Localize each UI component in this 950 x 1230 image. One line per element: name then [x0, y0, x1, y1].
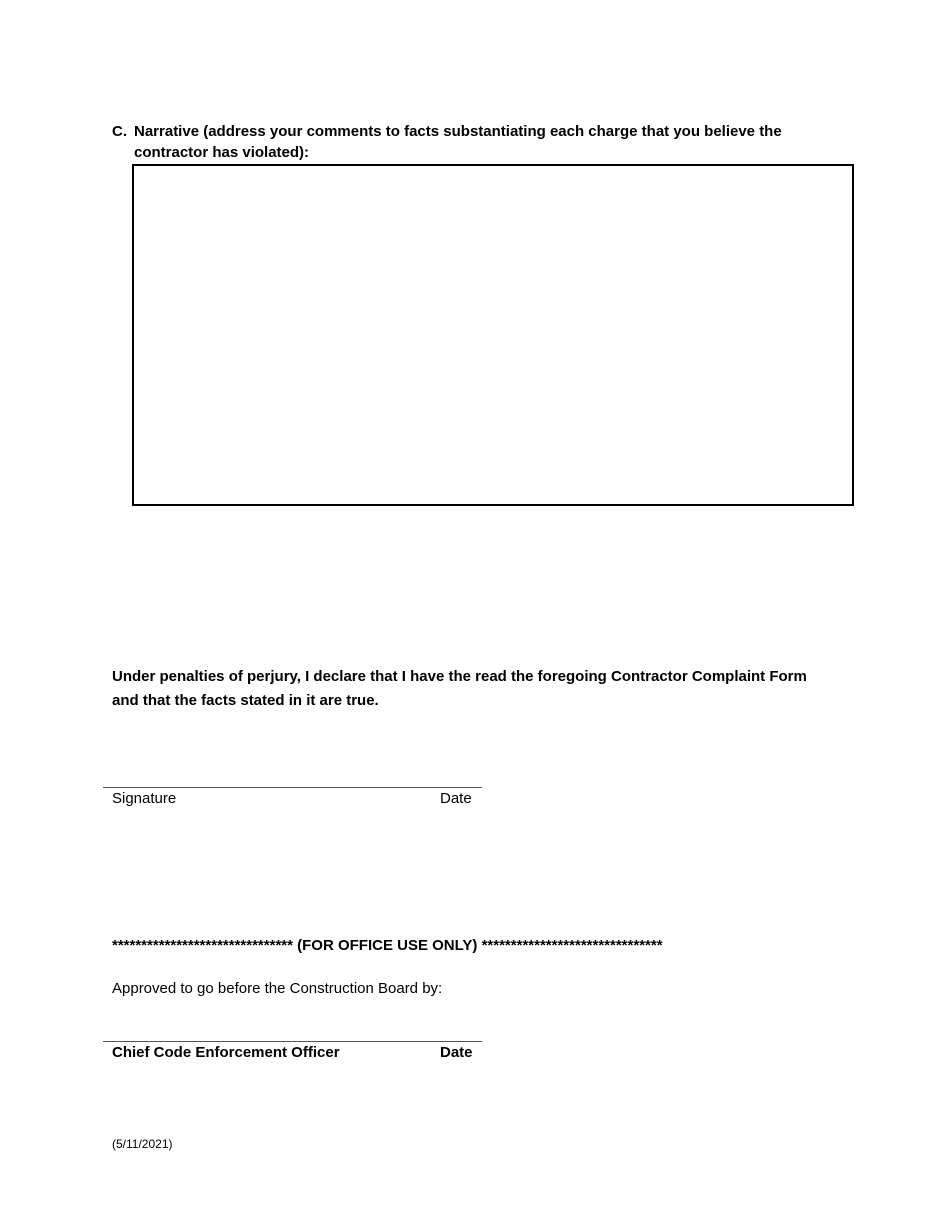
- narrative-text-box[interactable]: [132, 164, 854, 506]
- section-c-heading: [112, 121, 812, 163]
- signature-date-label: Date: [440, 790, 472, 807]
- signature-label: Signature: [112, 790, 177, 807]
- perjury-declaration: Under penalties of perjury, I declare that I have the read the foregoing Contractor Complaint Form and that the facts stated in it are true.: [112, 668, 807, 709]
- officer-signature-line[interactable]: [103, 1041, 482, 1042]
- officer-date-label: Date: [440, 1044, 473, 1061]
- officer-label: Chief Code Enforcement Officer: [112, 1044, 340, 1061]
- narrative-heading-text: Narrative (address your comments to facts substantiating each charge that you believe the contractor has violated):: [134, 123, 782, 161]
- section-letter: C.: [112, 123, 127, 140]
- approval-statement: Approved to go before the Construction Board by:: [112, 980, 443, 997]
- office-use-banner: ******************************* (FOR OFFICE USE ONLY) *******************************: [112, 937, 663, 954]
- revision-date: (5/11/2021): [112, 1137, 173, 1151]
- signature-line[interactable]: [103, 787, 482, 788]
